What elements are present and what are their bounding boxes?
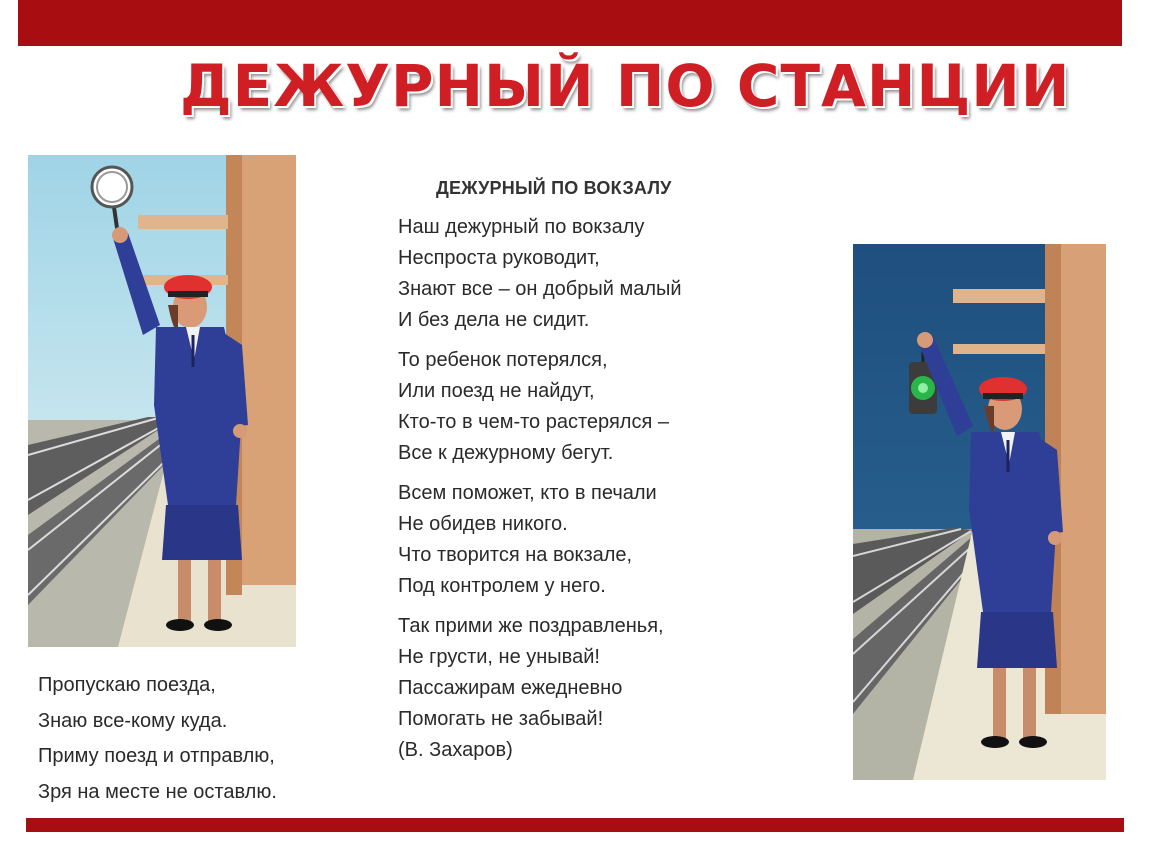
left-verse bbox=[38, 668, 358, 810]
poem-stanza-1 bbox=[398, 212, 818, 336]
verse-line: Пропускаю поезда, bbox=[38, 674, 216, 696]
poem-body bbox=[398, 212, 818, 775]
top-accent-bar bbox=[18, 0, 1122, 46]
verse-line: Знаю все-кому куда. bbox=[38, 709, 228, 732]
poem-author: (В. Захаров) bbox=[398, 739, 513, 761]
poem-line: Знают все – он добрый малый bbox=[398, 278, 682, 300]
poem-line: Пассажирам ежедневно bbox=[398, 677, 623, 699]
illustration-attendant-signal-disc bbox=[28, 155, 296, 647]
poem-line: Не грусти, не унывай! bbox=[398, 646, 600, 668]
poem-line: Наш дежурный по вокзалу bbox=[398, 216, 645, 238]
poem-line: Помогать не забывай! bbox=[398, 708, 604, 730]
poem-line: И без дела не сидит. bbox=[398, 309, 590, 331]
poem-line: Все к дежурному бегут. bbox=[398, 442, 614, 464]
verse-line: Зря на месте не оставлю. bbox=[38, 780, 277, 803]
illustration-attendant-green-lantern bbox=[853, 244, 1106, 780]
poem-line: Так прими же поздравленья, bbox=[398, 615, 664, 637]
poem-line: Неспроста руководит, bbox=[398, 247, 600, 269]
poem-title: ДЕЖУРНЫЙ ПО ВОКЗАЛУ bbox=[436, 178, 672, 198]
poem-stanza-3 bbox=[398, 478, 818, 602]
poem-line: Кто-то в чем-то растерялся – bbox=[398, 411, 669, 433]
bottom-accent-bar bbox=[26, 818, 1124, 832]
poem-line: Не обидев никого. bbox=[398, 513, 568, 535]
poem-line: Что творится на вокзале, bbox=[398, 544, 633, 566]
poem-line: Под контролем у него. bbox=[398, 575, 606, 597]
slide-title: ДЕЖУРНЫЙ ПО СТАНЦИИ bbox=[180, 52, 1071, 120]
poem-line: Всем поможет, кто в печали bbox=[398, 482, 657, 504]
poem-stanza-4 bbox=[398, 611, 818, 766]
verse-line: Приму поезд и отправлю, bbox=[38, 745, 275, 767]
poem-line: То ребенок потерялся, bbox=[398, 349, 608, 371]
poem-stanza-2 bbox=[398, 345, 818, 469]
poem-line: Или поезд не найдут, bbox=[398, 380, 595, 402]
